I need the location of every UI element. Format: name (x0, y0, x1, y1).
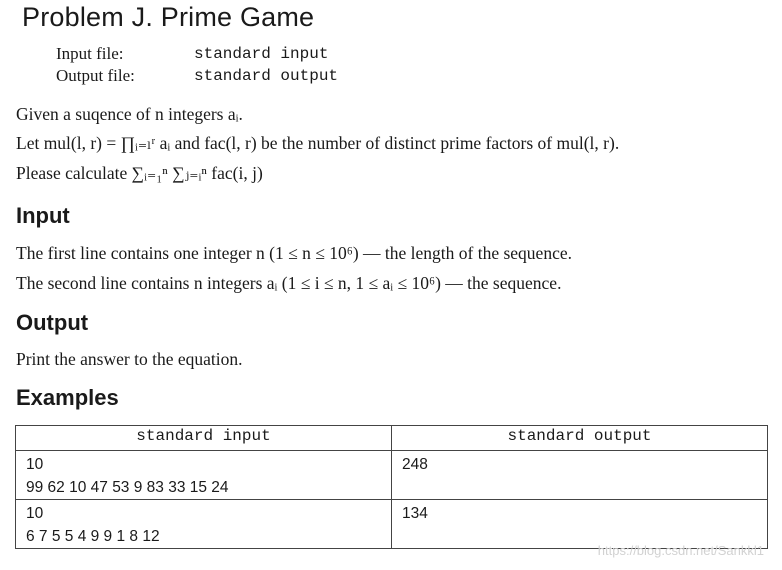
example-1-input-line-2: 99 62 10 47 53 9 83 33 15 24 (26, 479, 229, 496)
input-file-value: standard input (194, 45, 329, 63)
example-2-input-line-1: 10 (26, 505, 44, 522)
example-2-input (16, 500, 392, 549)
table-row (16, 500, 768, 549)
output-file-label: Output file: (56, 66, 135, 85)
statement-line-3 (16, 163, 263, 184)
example-1-output: 248 (392, 451, 768, 500)
table-row (16, 451, 768, 500)
examples-col-output: standard output (392, 426, 768, 451)
statement-line-1 (16, 104, 243, 125)
input-line-1: The first line contains one integer n (1 ≤ n ≤ 10⁶) — the length of the sequence. (16, 243, 572, 263)
example-2-input-line-2: 6 7 5 5 4 9 9 1 8 12 (26, 528, 160, 545)
input-heading: Input (16, 203, 70, 228)
examples-col-input: standard input (16, 426, 392, 451)
input-file-label: Input file: (56, 44, 124, 63)
examples-heading: Examples (16, 385, 119, 410)
examples-header-row (16, 426, 768, 451)
statement-line-3-text: Please calculate ∑ᵢ₌₁ⁿ ∑ⱼ₌ᵢⁿ fac(i, j) (16, 163, 263, 183)
statement-line-1-text: Given a suqence of n integers aᵢ. (16, 104, 243, 124)
example-2-output: 134 (392, 500, 768, 549)
input-line-2: The second line contains n integers aᵢ (1 ≤ i ≤ n, 1 ≤ aᵢ ≤ 10⁶) — the sequence. (16, 273, 562, 293)
example-1-input (16, 451, 392, 500)
statement-line-2 (16, 133, 619, 154)
output-file-value: standard output (194, 67, 339, 85)
examples-table (15, 425, 768, 549)
problem-title: Problem J. Prime Game (22, 2, 315, 32)
statement-line-2-text: Let mul(l, r) = ∏ᵢ₌ₗʳ aᵢ and fac(l, r) be the number of distinct prime factors of mul(l, r). (16, 133, 620, 153)
example-1-input-line-1: 10 (26, 456, 44, 473)
output-heading: Output (16, 310, 89, 335)
output-line-1: Print the answer to the equation. (16, 349, 243, 369)
watermark: https://blog.csdn.net/Sankkl1 (597, 543, 764, 558)
